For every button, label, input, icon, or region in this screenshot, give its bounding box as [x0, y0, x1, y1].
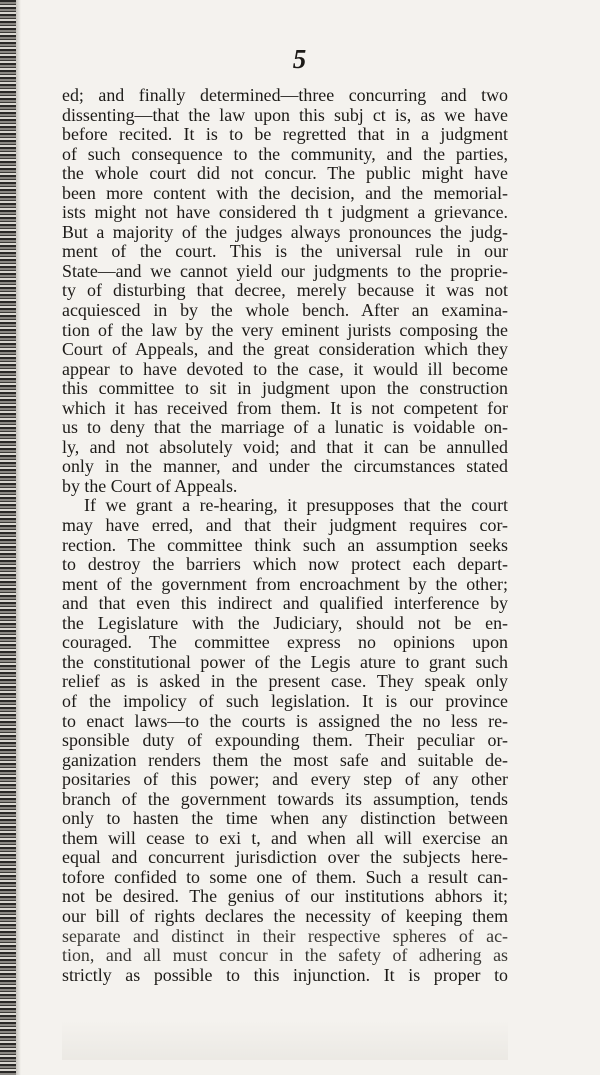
text-line: before recited. It is to be regretted that in a judgment	[62, 124, 508, 145]
text-line: us to deny that the marriage of a lunatic is voidable on-	[62, 417, 508, 438]
page-smudge	[62, 1020, 508, 1060]
text-line: Court of Appeals, and the great consideration which they	[62, 339, 508, 360]
text-line: positaries of this power; and every step of any other	[62, 769, 508, 790]
text-line: relief as is asked in the present case. They speak only	[62, 671, 508, 692]
text-line: But a majority of the judges always pronounces the judg-	[62, 221, 508, 242]
text-line: which it has received from them. It is not competent for	[62, 397, 508, 418]
page-number: 5	[292, 44, 308, 74]
text-line: this committee to sit in judgment upon the construction	[62, 378, 508, 399]
text-line: to enact laws—to the courts is assigned the no less re-	[62, 710, 508, 731]
text-line: of such consequence to the community, and the parties,	[62, 143, 508, 164]
text-line: the whole court did not concur. The public might have	[62, 163, 508, 184]
paragraph-end-line: by the Court of Appeals.	[62, 475, 238, 496]
text-line: our bill of rights declares the necessity of keeping them	[62, 905, 508, 926]
text-line: tion, and all must concur in the safety of adhering as	[62, 945, 508, 966]
text-line: the Legislature with the Judiciary, should not be en-	[62, 612, 508, 633]
text-line: ly, and not absolutely void; and that it can be annulled	[62, 436, 508, 457]
body-text	[62, 86, 508, 985]
text-line: them will cease to exi t, and when all will exercise an	[62, 827, 508, 848]
text-line: equal and concurrent jurisdiction over the subjects here-	[62, 847, 508, 868]
text-line: dissenting—that the law upon this subj ct is, as we have	[62, 104, 508, 125]
book-binding-edge	[0, 0, 16, 1075]
text-line: separate and distinct in their respective spheres of ac-	[62, 925, 508, 946]
text-line: appear to have devoted to the case, it would ill become	[62, 358, 508, 379]
text-line: tion of the law by the very eminent jurists composing the	[62, 319, 508, 340]
text-line: been more content with the decision, and the memorial-	[62, 182, 508, 203]
text-line: tofore confided to some one of them. Such a result can-	[62, 866, 508, 887]
text-line: strictly as possible to this injunction. It is proper to	[62, 964, 508, 985]
text-line: ty of disturbing that decree, merely because it was not	[62, 280, 508, 301]
text-line: acquiesced in by the whole bench. After an examina-	[62, 300, 508, 321]
text-line: ment of the government from encroachment by the other;	[62, 573, 508, 594]
text-line: and that even this indirect and qualified interference by	[62, 593, 508, 614]
text-line: may have erred, and that their judgment requires cor-	[62, 515, 508, 536]
text-line: of the impolicy of such legislation. It is our province	[62, 690, 508, 711]
paragraph-start-line: If we grant a re-hearing, it presupposes that the court	[84, 495, 508, 516]
text-line: rection. The committee think such an assumption seeks	[62, 534, 508, 555]
text-line: State—and we cannot yield our judgments to the proprie-	[62, 260, 508, 281]
text-line: only in the manner, and under the circumstances stated	[62, 456, 508, 477]
text-line: branch of the government towards its assumption, tends	[62, 788, 508, 809]
text-line: ed; and finally determined—three concurring and two	[62, 85, 508, 105]
text-line: only to hasten the time when any distinction between	[62, 808, 508, 829]
text-line: ists might not have considered th t judgment a grievance.	[62, 202, 508, 223]
text-line: couraged. The committee express no opinions upon	[62, 632, 508, 653]
text-line: ment of the court. This is the universal rule in our	[62, 241, 508, 262]
text-line: sponsible duty of expounding them. Their peculiar or-	[62, 730, 508, 751]
text-line: to destroy the barriers which now protect each depart-	[62, 554, 508, 575]
text-line: the constitutional power of the Legis ature to grant such	[62, 651, 508, 672]
text-line: not be desired. The genius of our institutions abhors it;	[62, 886, 508, 907]
binding-shadow	[16, 0, 21, 1075]
text-line: ganization renders them the most safe and suitable de-	[62, 749, 508, 770]
